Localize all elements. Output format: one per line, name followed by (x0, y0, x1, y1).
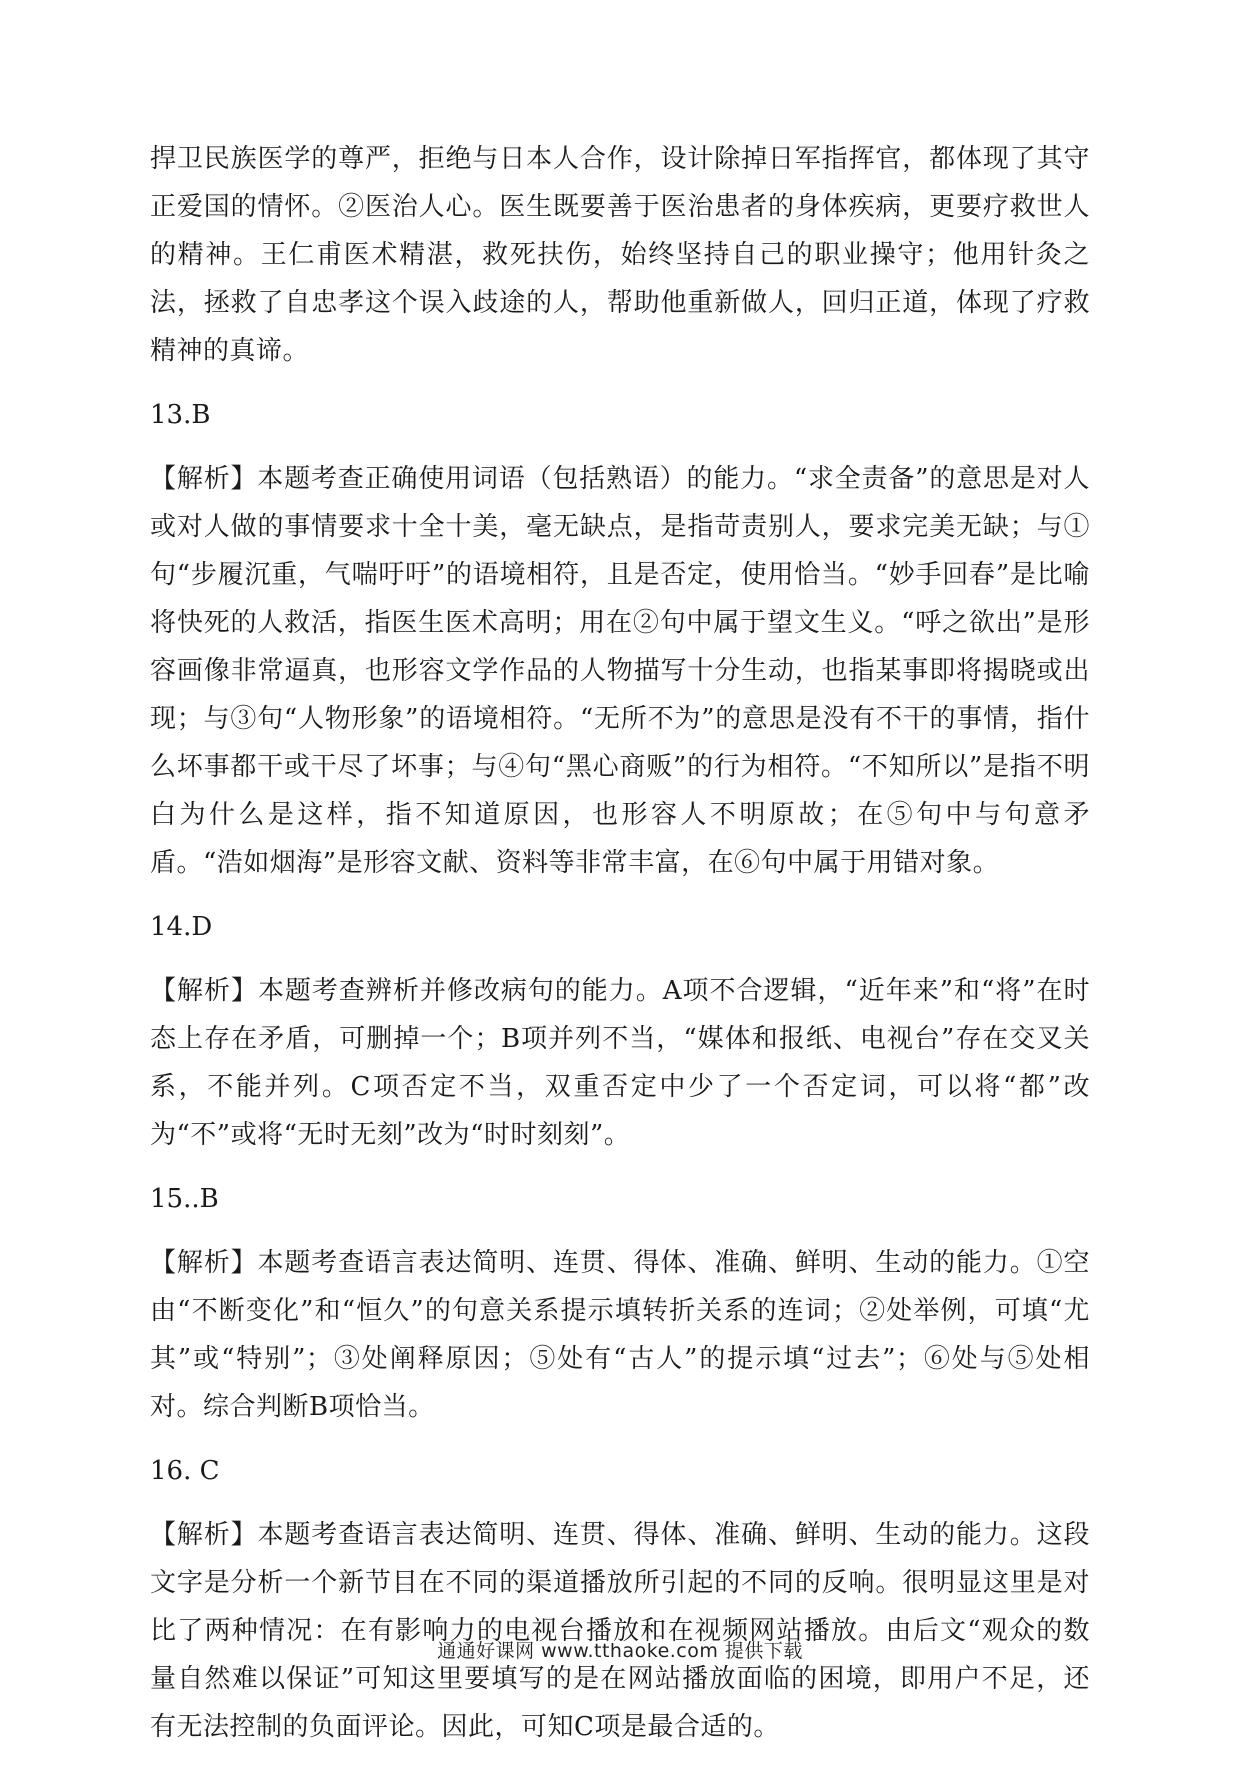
answer-number: 16. C (150, 1456, 220, 1486)
page-footer: 通通好课网 www.tthaoke.com 提供下载 (437, 1640, 803, 1662)
answer-number: 14.D (150, 912, 213, 942)
answer-number: 15..B (150, 1184, 219, 1214)
answer-number: 13.B (150, 400, 211, 430)
question-14 (150, 903, 1090, 1159)
question-13 (150, 391, 1090, 887)
question-15 (150, 1175, 1090, 1431)
analysis-paragraph: 【解析】本题考查语言表达简明、连贯、得体、准确、鲜明、生动的能力。①空由“不断变化”和“恒久”的句意关系提示填转折关系的连词；②处举例，可填“尤其”或“特别”；③处阐释原因；⑤处有“古人”的提示填“过去”；⑥处与⑤处相对。综合判断B项恰当。 (150, 1248, 1090, 1422)
analysis-paragraph: 【解析】本题考查语言表达简明、连贯、得体、准确、鲜明、生动的能力。这段文字是分析一个新节目在不同的渠道播放所引起的不同的反响。很明显这里是对比了两种情况：在有影响力的电视台播放和在视频网站播放。由后文“观众的数量自然难以保证”可知这里要填写的是在网站播放面临的困境，即用户不足，还有无法控制的负面评论。因此，可知C项是最合适的。 (150, 1520, 1090, 1742)
analysis-paragraph: 【解析】本题考查辨析并修改病句的能力。A项不合逻辑，“近年来”和“将”在时态上存在矛盾，可删掉一个；B项并列不当，“媒体和报纸、电视台”存在交叉关系，不能并列。C项否定不当，双重否定中少了一个否定词，可以将“都”改为“不”或将“无时无刻”改为“时时刻刻”。 (150, 976, 1090, 1150)
analysis-paragraph: 【解析】本题考查正确使用词语（包括熟语）的能力。“求全责备”的意思是对人或对人做的事情要求十全十美，毫无缺点，是指苛责别人，要求完美无缺；与①句“步履沉重，气喘吁吁”的语境相符，且是否定，使用恰当。“妙手回春”是比喻将快死的人救活，指医生医术高明；用在②句中属于望文生义。“呼之欲出”是形容画像非常逼真，也形容文学作品的人物描写十分生动，也指某事即将揭晓或出现；与③句“人物形象”的语境相符。“无所不为”的意思是没有不干的事情，指什么坏事都干或干尽了坏事；与④句“黑心商贩”的行为相符。“不知所以”是指不明白为什么是这样，指不知道原因，也形容人不明原故；在⑤句中与句意矛盾。“浩如烟海”是形容文献、资料等非常丰富，在⑥句中属于用错对象。 (150, 464, 1090, 878)
intro-paragraph: 捍卫民族医学的尊严，拒绝与日本人合作，设计除掉日军指挥官，都体现了其守正爱国的情怀。②医治人心。医生既要善于医治患者的身体疾病，更要疗救世人的精神。王仁甫医术精湛，救死扶伤，始终坚持自己的职业操守；他用针灸之法，拯救了自忠孝这个误入歧途的人，帮助他重新做人，回归正道，体现了疗救精神的真谛。 (150, 144, 1090, 366)
document-body (150, 135, 1090, 1767)
question-16 (150, 1447, 1090, 1751)
